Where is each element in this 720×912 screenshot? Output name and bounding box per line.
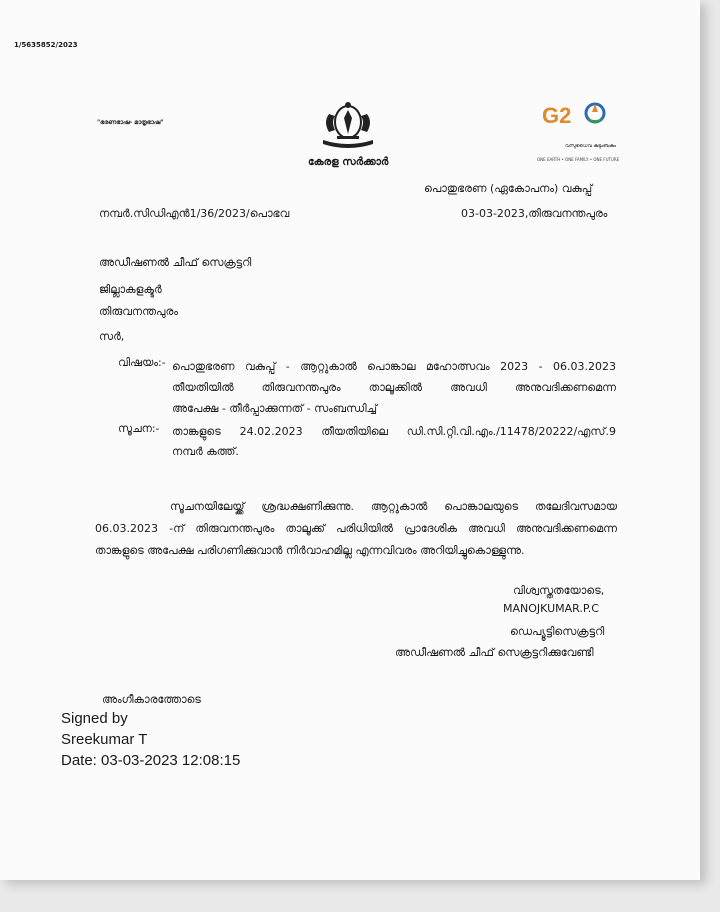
subject-line: തീയതിയിൽ തിരുവനന്തപുരം താലൂക്കിൽ അവധി അനുവദിക്കണമെന്ന xyxy=(172,381,616,394)
digital-signer-name: Sreekumar T xyxy=(61,731,148,748)
approval-note: അംഗീകാരത്തോടെ xyxy=(102,693,201,706)
subject-line: പൊതുഭരണ വകുപ്പ് - ആറ്റുകാൽ പൊങ്കാല മഹോത്സവം 2023 - 06.03.2023 xyxy=(172,360,616,373)
body-line: 06.03.2023 -ന് തിരുവനന്തപുരം താലൂക്ക് പരിധിയിൽ പ്രാദേശിക അവധി അനുവദിക്കണമെന്ന xyxy=(95,522,617,535)
subject-label: വിഷയം:- xyxy=(118,356,166,369)
digital-signature-date: Date: 03-03-2023 12:08:15 xyxy=(61,752,241,769)
reference-text xyxy=(172,422,616,462)
letter-date: 03-03-2023,തിരുവനന്തപുരം xyxy=(461,207,608,220)
svg-text:G2: G2 xyxy=(542,103,572,128)
sender-title: അഡീഷണൽ ചീഫ് സെക്രട്ടറി xyxy=(99,256,252,269)
salutation: സർ, xyxy=(99,330,125,343)
g20-tagline: ONE EARTH • ONE FAMILY • ONE FUTURE xyxy=(537,157,620,162)
recipient-title: ജില്ലാകളക്ടർ xyxy=(99,283,162,296)
department: പൊതുഭരണ (ഏകോപനം) വകുപ്പ് xyxy=(424,182,593,195)
reference-line: താങ്കളുടെ 24.02.2023 തീയതിയിലെ ഡി.സി.റ്റി.വി.എം./11478/20222/എസ്.9 xyxy=(172,425,616,438)
government-name: കേരള സർക്കാർ xyxy=(308,156,389,168)
subject-line: അപേക്ഷ - തീർപ്പാക്കുന്നത് - സംബന്ധിച്ച് xyxy=(172,402,377,415)
signatory-name: MANOJKUMAR.P.C xyxy=(503,602,599,615)
letter-number: നമ്പർ.സിഡിഎൻ1/36/2023/പൊഭവ xyxy=(99,207,290,220)
recipient-place: തിരുവനന്തപുരം xyxy=(99,305,178,318)
file-reference: 1/5635852/2023 xyxy=(14,41,78,49)
body-line: സൂചനയിലേയ്ക്ക് ശ്രദ്ധക്ഷണിക്കുന്നു. ആറ്റുകാൽ പൊങ്കാലയുടെ തലേദിവസമായ xyxy=(170,500,617,513)
letter-body xyxy=(95,496,617,562)
reference-label: സൂചന:- xyxy=(118,422,160,435)
subject-text xyxy=(172,356,616,419)
closing: വിശ്വസ്തതയോടെ, xyxy=(513,584,605,597)
body-line: താങ്കളുടെ അപേക്ഷ പരിഗണിക്കുവാൻ നിർവാഹമില്ല എന്നവിവരം അറിയിച്ചുകൊള്ളുന്നു. xyxy=(95,544,525,557)
reference-line: നമ്പർ കത്ത്. xyxy=(172,445,239,458)
g20-caption: വസുധൈവ കുടുംബകം xyxy=(565,143,617,149)
signatory-title: ഡെപ്യൂട്ടിസെക്രട്ടറി xyxy=(510,625,605,638)
motto: "ഭരണഭാഷ- മാതൃഭാഷ" xyxy=(97,119,164,126)
signatory-on-behalf: അഡീഷണൽ ചീഫ് സെക്രട്ടറിക്കുവേണ്ടി xyxy=(395,646,594,659)
kerala-emblem-icon xyxy=(319,96,377,150)
g20-logo xyxy=(540,98,610,132)
digital-signature-label: Signed by xyxy=(61,710,128,727)
